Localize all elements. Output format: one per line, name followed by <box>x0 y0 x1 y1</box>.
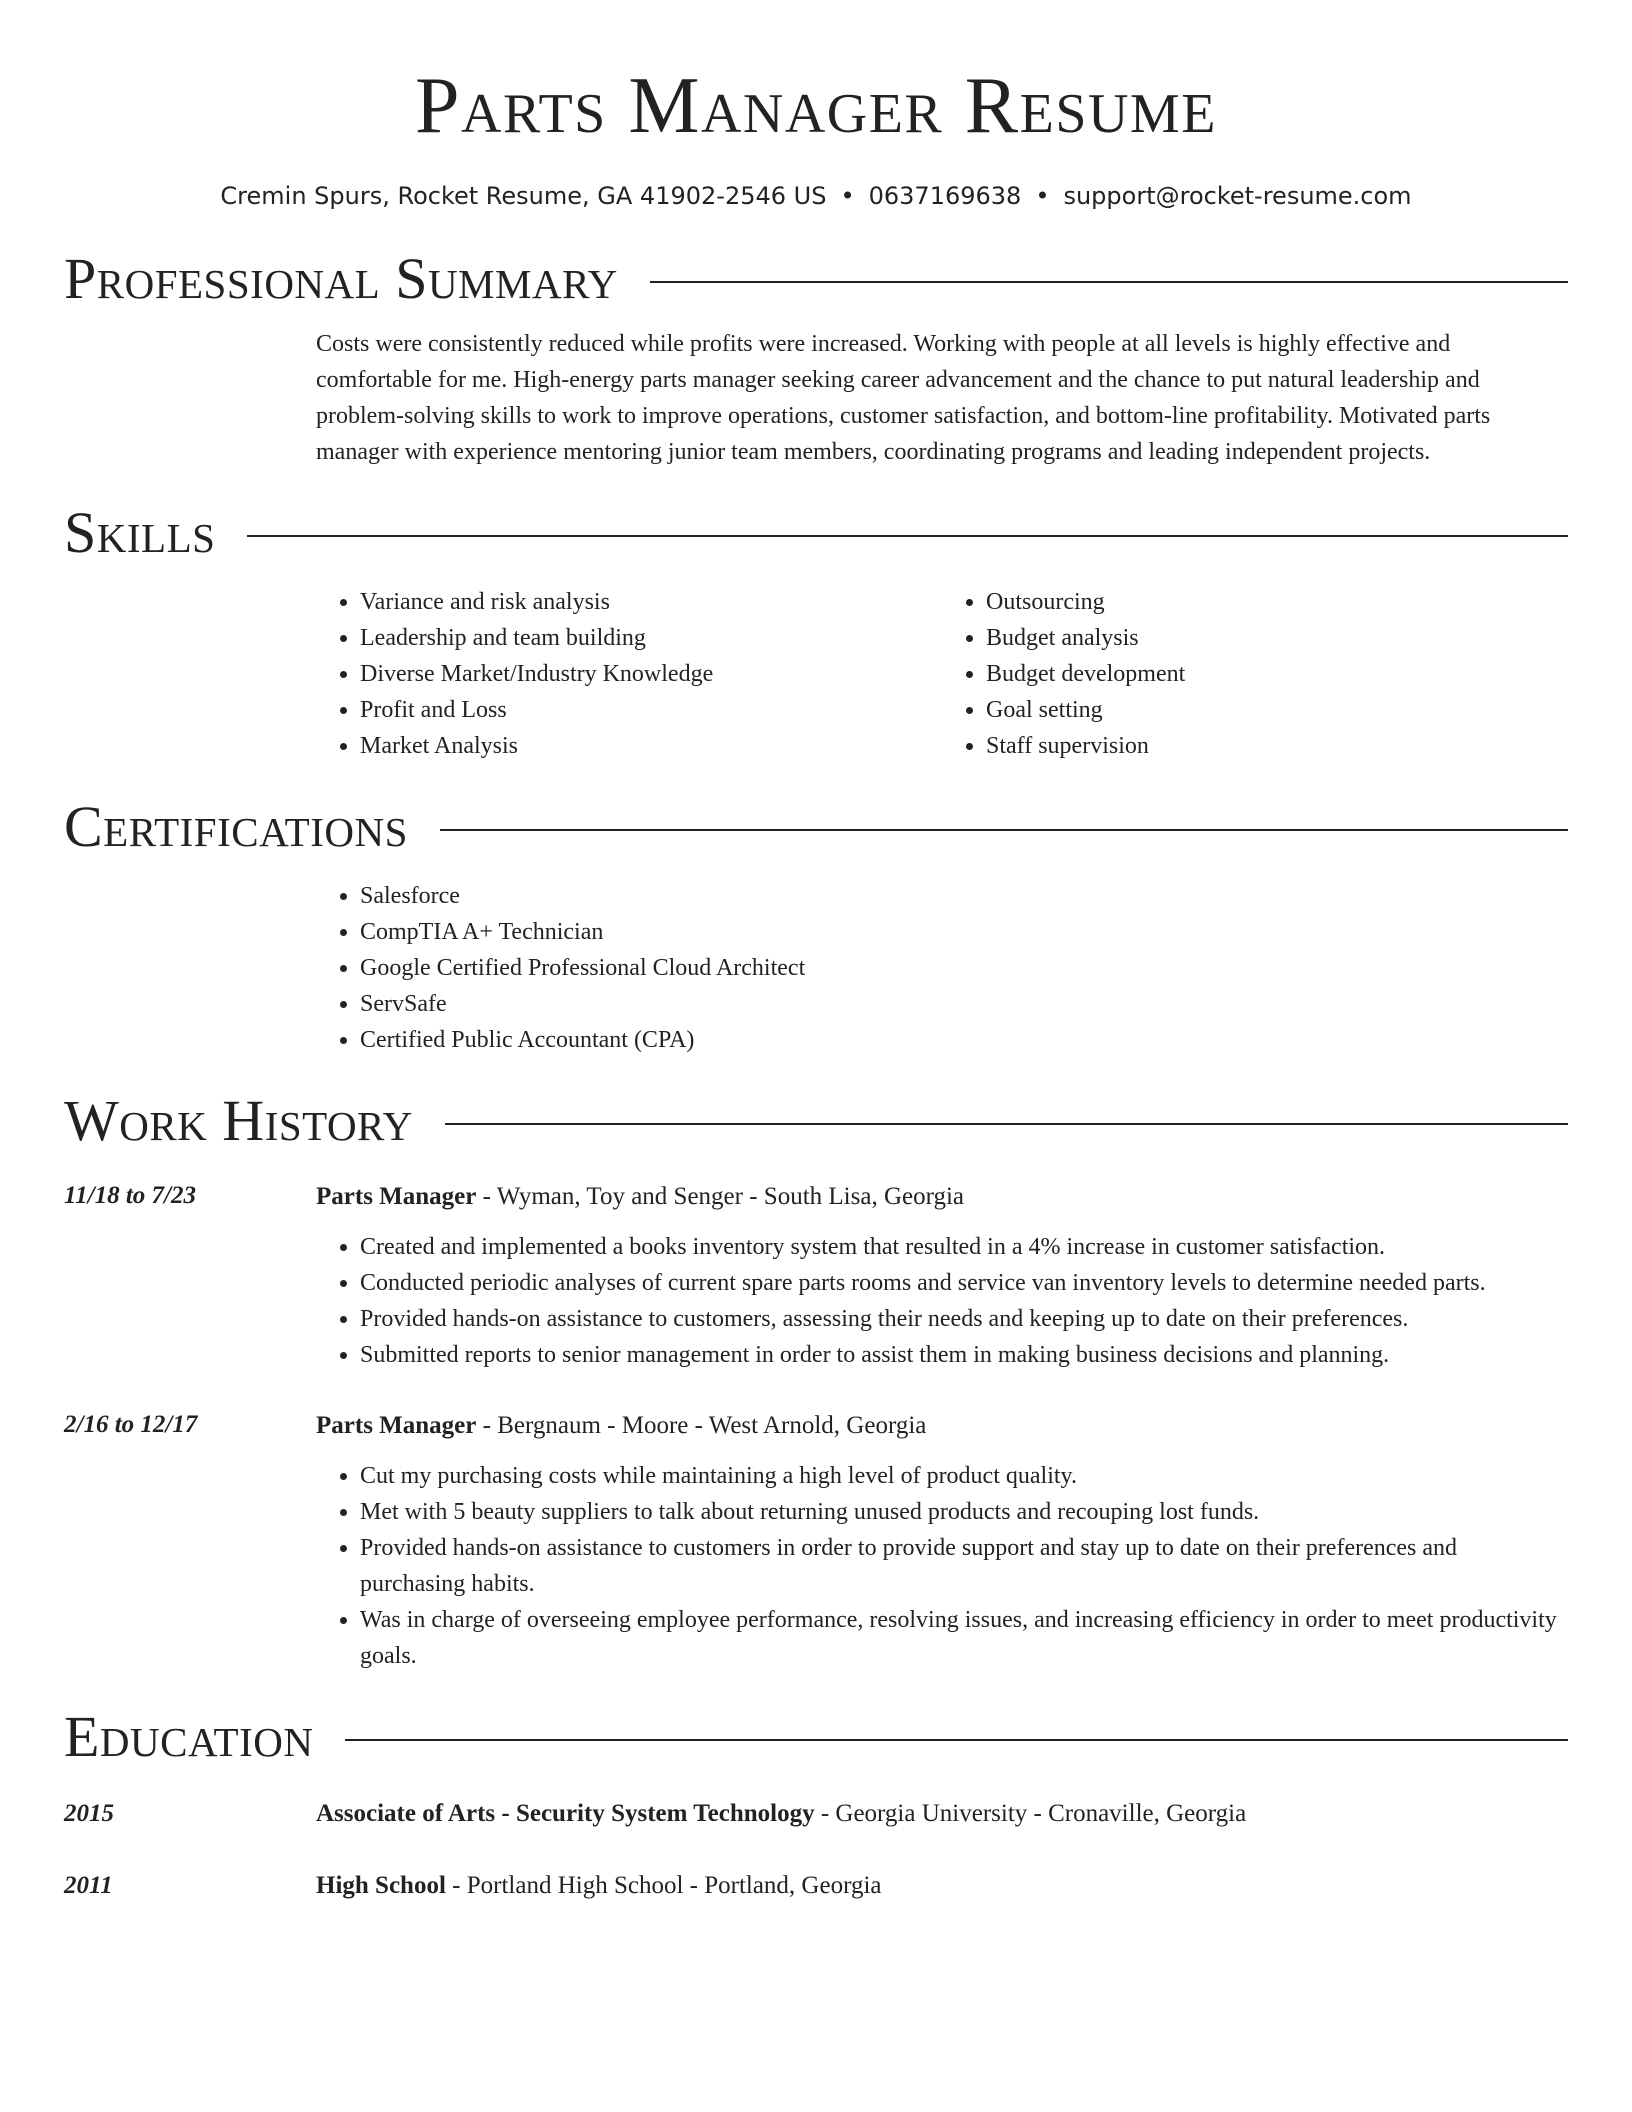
job-duties <box>316 1458 1568 1674</box>
section-rule <box>445 1123 1568 1125</box>
job-duty: • Met with 5 beauty suppliers to talk about returning unused products and recouping lost funds. <box>360 1494 1568 1530</box>
job-duty: • Cut my purchasing costs while maintaining a high level of product quality. <box>360 1458 1568 1494</box>
education-year: 2015 <box>64 1800 114 1827</box>
skill-item: • Budget development <box>986 656 1568 692</box>
skill-item: • Outsourcing <box>986 584 1568 620</box>
job-entry <box>64 1178 1568 1373</box>
education-entry <box>64 1796 1568 1832</box>
skill-item: • Goal setting <box>986 692 1568 728</box>
skills-column-left <box>316 584 942 764</box>
summary-section-header <box>64 246 1568 312</box>
job-duty: • Provided hands-on assistance to customers, assessing their needs and keeping up to date on their preferences. <box>360 1301 1568 1337</box>
skill-item: • Leadership and team building <box>360 620 942 656</box>
work-section-header <box>64 1088 1568 1154</box>
job-title-line <box>316 1178 1568 1215</box>
education-school: - Georgia University - Cronaville, Georgia <box>814 1800 1247 1827</box>
education-heading: Education <box>64 1704 314 1769</box>
certifications-section-header <box>64 794 1568 860</box>
section-rule <box>440 829 1568 831</box>
skills-list <box>316 584 1568 764</box>
job-dates: 11/18 to 7/23 <box>64 1182 196 1209</box>
summary-text: Costs were consistently reduced while profits were increased. Working with people at all levels is highly effective and comfortable for me. High-energy parts manager seeking career advancement and the chance to put natural leadership and problem-solving skills to work to improve operations, customer satisfaction, and bottom-line profitability. Motivated parts manager with experience mentoring junior team members, coordinating programs and leading independent projects. <box>316 331 1491 465</box>
contact-line <box>64 180 1568 212</box>
contact-separator: • <box>1035 182 1050 210</box>
skills-heading: Skills <box>64 500 216 565</box>
job-duties <box>316 1229 1568 1373</box>
skills-column-right <box>942 584 1568 764</box>
certification-item: • Google Certified Professional Cloud Architect <box>360 950 1568 986</box>
skill-item: • Variance and risk analysis <box>360 584 942 620</box>
job-duty: • Provided hands-on assistance to customers in order to provide support and stay up to date on their preferences and purchasing habits. <box>360 1530 1568 1602</box>
job-role: Parts Manager <box>316 1412 477 1439</box>
education-year: 2011 <box>64 1872 113 1899</box>
job-duty: • Submitted reports to senior management in order to assist them in making business decisions and planning. <box>360 1337 1568 1373</box>
education-school: - Portland High School - Portland, Georgia <box>445 1872 882 1899</box>
job-title-line <box>316 1407 1568 1444</box>
skill-item: • Market Analysis <box>360 728 942 764</box>
skill-item: • Budget analysis <box>986 620 1568 656</box>
contact-separator: • <box>840 182 855 210</box>
skill-item: • Profit and Loss <box>360 692 942 728</box>
skill-item: • Diverse Market/Industry Knowledge <box>360 656 942 692</box>
education-section-header <box>64 1704 1568 1770</box>
work-heading: Work History <box>64 1088 413 1153</box>
job-entry <box>64 1407 1568 1674</box>
certifications-list <box>316 878 1568 1058</box>
certification-item: • CompTIA A+ Technician <box>360 914 1568 950</box>
education-degree: Associate of Arts - Security System Technology <box>316 1800 815 1827</box>
job-employer: - Wyman, Toy and Senger - South Lisa, Georgia <box>476 1183 965 1210</box>
resume-title: Parts Manager Resume <box>415 62 1217 150</box>
job-role: Parts Manager <box>316 1183 477 1210</box>
education-degree: High School <box>316 1872 446 1899</box>
education-entry <box>64 1868 1568 1904</box>
certification-item: • ServSafe <box>360 986 1568 1022</box>
summary-heading: Professional Summary <box>64 246 618 311</box>
skills-section-header <box>64 500 1568 566</box>
contact-phone: 0637169638 <box>868 182 1022 210</box>
job-duty: • Conducted periodic analyses of current spare parts rooms and service van inventory levels to determine needed parts. <box>360 1265 1568 1301</box>
job-duty: • Created and implemented a books inventory system that resulted in a 4% increase in customer satisfaction. <box>360 1229 1568 1265</box>
section-rule <box>345 1739 1568 1741</box>
certification-item: • Certified Public Accountant (CPA) <box>360 1022 1568 1058</box>
job-duty: • Was in charge of overseeing employee performance, resolving issues, and increasing efficiency in order to meet productivity goals. <box>360 1602 1568 1674</box>
contact-email: support@rocket-resume.com <box>1063 182 1412 210</box>
job-employer: - Bergnaum - Moore - West Arnold, Georgia <box>476 1412 927 1439</box>
contact-address: Cremin Spurs, Rocket Resume, GA 41902-2546 US <box>220 182 827 210</box>
section-rule <box>247 535 1568 537</box>
certifications-heading: Certifications <box>64 794 408 859</box>
job-dates: 2/16 to 12/17 <box>64 1411 198 1438</box>
skill-item: • Staff supervision <box>986 728 1568 764</box>
section-rule <box>650 281 1568 283</box>
certification-item: • Salesforce <box>360 878 1568 914</box>
